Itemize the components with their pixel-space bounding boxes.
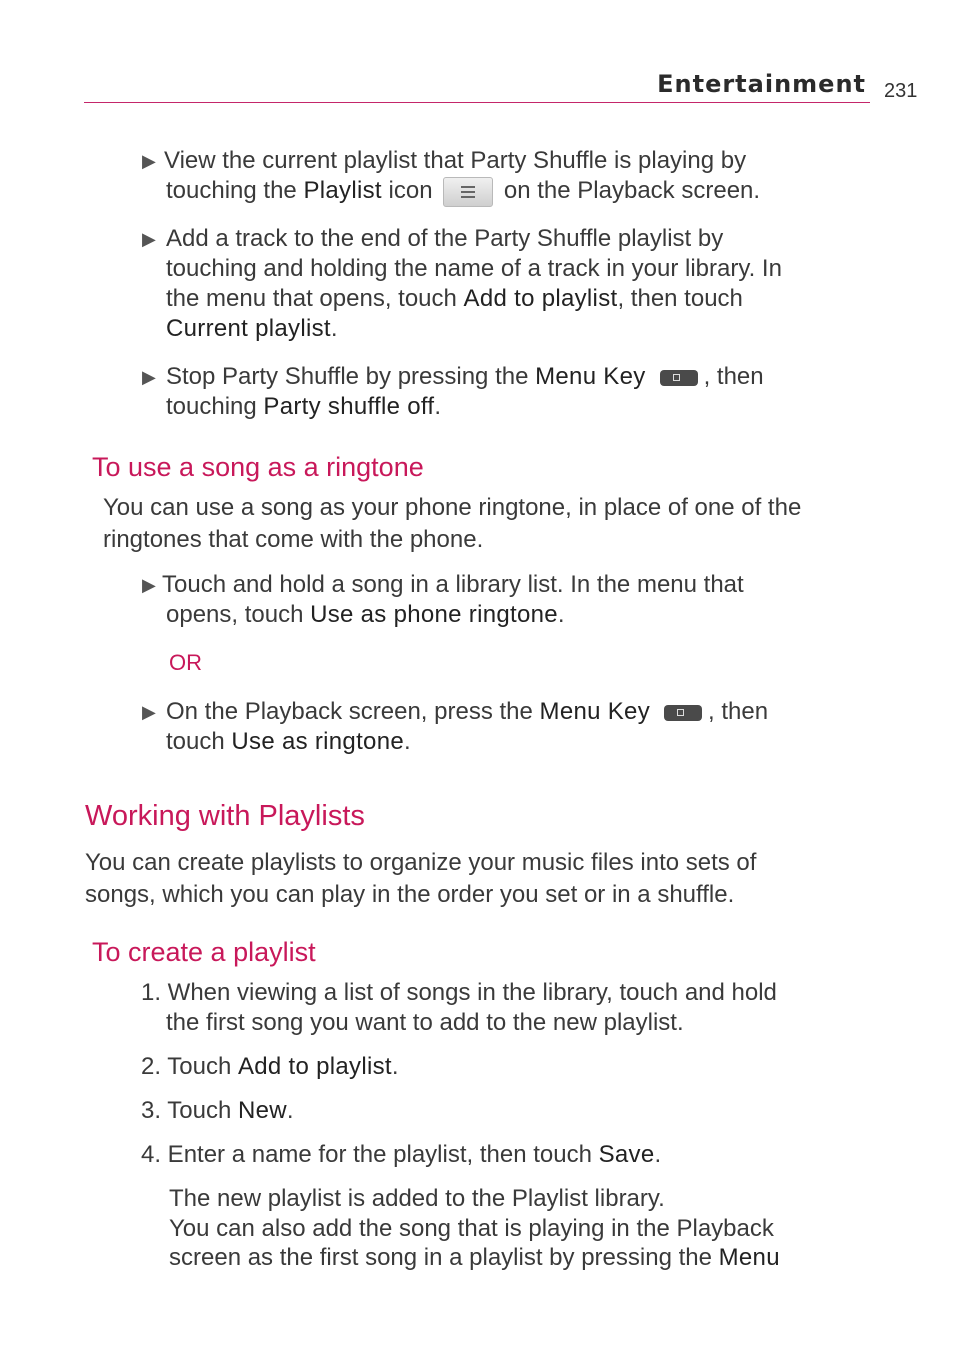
- triangle-right-icon: ▶: [142, 702, 156, 722]
- menu-key-term: Menu Key: [535, 363, 646, 390]
- triangle-right-icon: ▶: [142, 575, 156, 595]
- use-as-ringtone-term: Use as ringtone: [231, 728, 404, 755]
- step-3: 3. Touch New.: [141, 1097, 294, 1124]
- step-4: 4. Enter a name for the playlist, then touch Save.: [141, 1141, 662, 1168]
- bullet-view-playlist-line2: touching the Playlist icon on the Playback screen.: [166, 176, 760, 207]
- step-4-note: The new playlist is added to the Playlist library. You can also add the song that is playing in the Playback screen as the first song in a playlist by pressing the Menu: [169, 1185, 780, 1271]
- header-rule: [84, 102, 870, 103]
- current-playlist-term: Current playlist: [166, 315, 331, 342]
- menu-key-term: Menu Key: [539, 698, 650, 725]
- new-term: New: [237, 1097, 287, 1124]
- ringtone-heading: To use a song as a ringtone: [92, 452, 424, 482]
- triangle-right-icon: ▶: [142, 229, 156, 249]
- menu-key-icon: [664, 705, 702, 721]
- triangle-right-icon: ▶: [142, 367, 156, 387]
- playlist-term: Playlist: [303, 177, 382, 204]
- playlists-intro: You can create playlists to organize your music files into sets of songs, which you can play in the order you set or in a shuffle.: [85, 849, 757, 908]
- ringtone-intro: You can use a song as your phone ringtone, in place of one of the ringtones that come with the phone.: [103, 494, 802, 553]
- bullet-playback-menu: ▶ On the Playback screen, press the Menu Key , then touch Use as ringtone.: [142, 698, 769, 755]
- playlists-section-title: Working with Playlists: [85, 800, 365, 832]
- menu-key-icon: [660, 370, 698, 386]
- bullet-hold-song: ▶ Touch and hold a song in a library list. In the menu that opens, touch Use as phone ringtone.: [142, 571, 744, 628]
- add-to-playlist-term: Add to playlist: [237, 1053, 392, 1080]
- party-shuffle-off-term: Party shuffle off: [263, 393, 435, 420]
- section-header: Entertainment: [657, 70, 866, 98]
- menu-term: Menu: [718, 1244, 780, 1271]
- create-playlist-heading: To create a playlist: [92, 937, 316, 967]
- page-number: 231: [884, 80, 918, 102]
- step-1: 1. When viewing a list of songs in the library, touch and hold the first song you want to add to the new playlist.: [141, 979, 777, 1036]
- save-term: Save: [598, 1141, 655, 1168]
- playlist-icon: [443, 177, 493, 207]
- or-label: OR: [169, 650, 202, 675]
- use-as-phone-ringtone-term: Use as phone ringtone: [310, 601, 558, 628]
- step-2: 2. Touch Add to playlist.: [141, 1053, 399, 1080]
- triangle-right-icon: ▶: [142, 151, 156, 171]
- bullet-stop-shuffle: ▶ Stop Party Shuffle by pressing the Menu Key , then touching Party shuffle off.: [142, 363, 764, 420]
- add-to-playlist-term: Add to playlist: [463, 285, 618, 312]
- bullet-add-track: ▶ Add a track to the end of the Party Shuffle playlist by touching and holding the name of a track in your library. In the menu that opens, touch Add to playlist, then touch Current playlist.: [142, 225, 782, 342]
- bullet-view-playlist: ▶ View the current playlist that Party Shuffle is playing by: [142, 147, 747, 174]
